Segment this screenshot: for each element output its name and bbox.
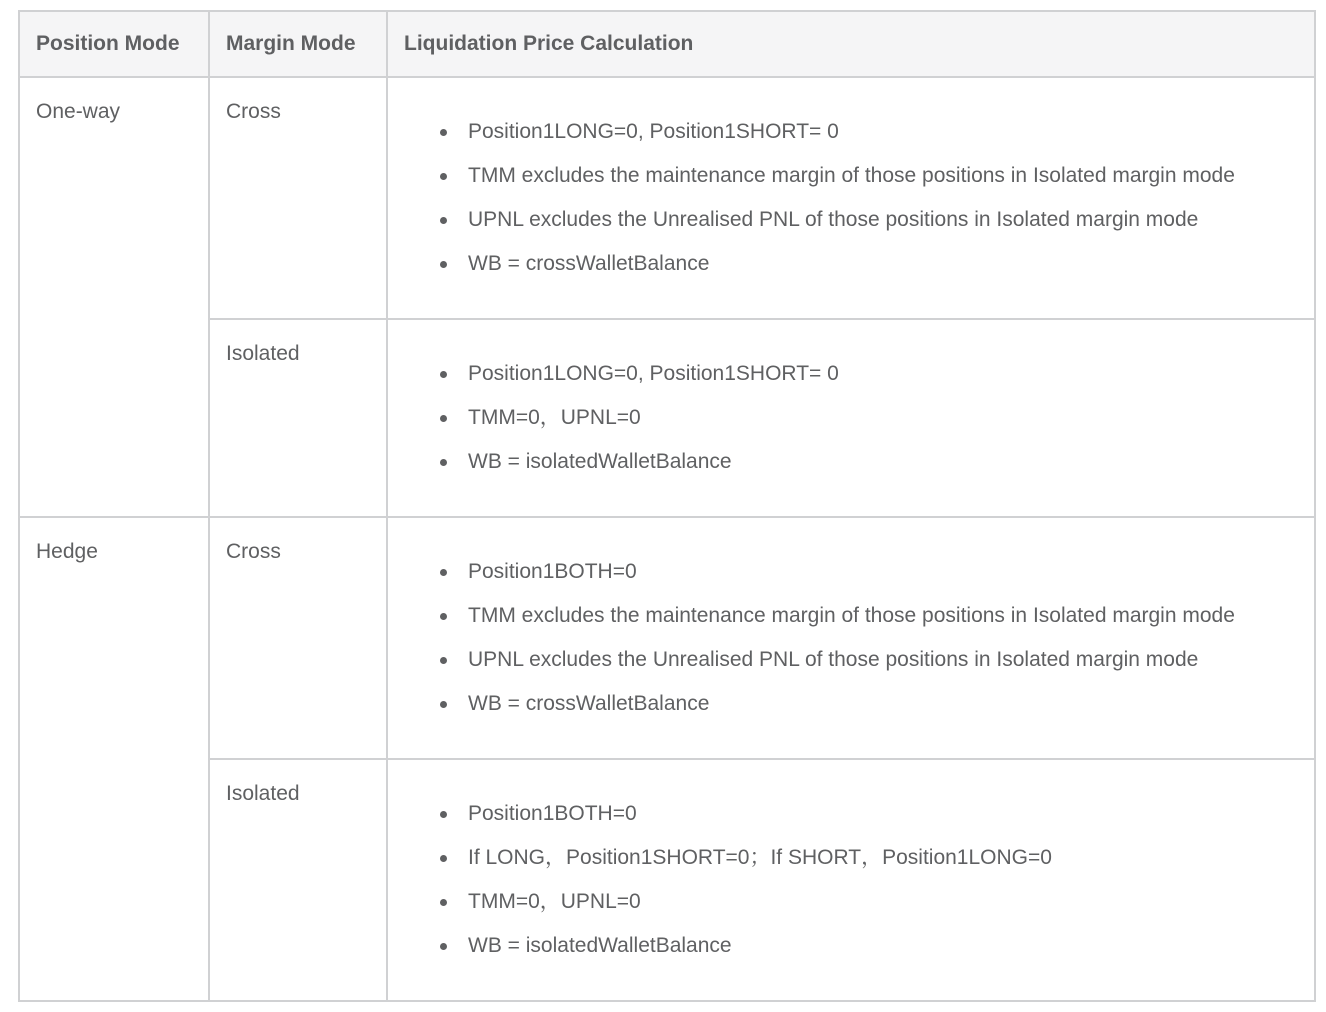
calculation-cell	[387, 759, 1315, 1001]
calculation-cell	[387, 77, 1315, 319]
list-item: TMM excludes the maintenance margin of those positions in Isolated margin mode	[440, 154, 1314, 198]
list-item: Position1BOTH=0	[440, 792, 1314, 836]
table-row	[19, 759, 1315, 1001]
list-item: TMM=0，UPNL=0	[440, 396, 1314, 440]
list-item: WB = crossWalletBalance	[440, 682, 1314, 726]
list-item: WB = isolatedWalletBalance	[440, 924, 1314, 968]
table-row	[19, 77, 1315, 319]
header-position-mode: Position Mode	[19, 11, 209, 77]
calculation-list	[388, 792, 1314, 968]
calculation-cell	[387, 319, 1315, 517]
header-margin-mode: Margin Mode	[209, 11, 387, 77]
position-mode-cell: One-way	[19, 77, 209, 517]
liquidation-price-table	[18, 10, 1316, 1002]
calculation-cell	[387, 517, 1315, 759]
margin-mode-cell: Cross	[209, 77, 387, 319]
list-item: WB = crossWalletBalance	[440, 242, 1314, 286]
calculation-list	[388, 550, 1314, 726]
list-item: Position1LONG=0, Position1SHORT= 0	[440, 352, 1314, 396]
table-row	[19, 517, 1315, 759]
position-mode-cell: Hedge	[19, 517, 209, 1001]
calculation-list	[388, 110, 1314, 286]
list-item: WB = isolatedWalletBalance	[440, 440, 1314, 484]
list-item: Position1LONG=0, Position1SHORT= 0	[440, 110, 1314, 154]
list-item: If LONG，Position1SHORT=0；If SHORT，Position1LONG=0	[440, 836, 1314, 880]
list-item: Position1BOTH=0	[440, 550, 1314, 594]
table-row	[19, 319, 1315, 517]
list-item: TMM excludes the maintenance margin of those positions in Isolated margin mode	[440, 594, 1314, 638]
header-liquidation-calculation: Liquidation Price Calculation	[387, 11, 1315, 77]
list-item: UPNL excludes the Unrealised PNL of those positions in Isolated margin mode	[440, 638, 1314, 682]
margin-mode-cell: Isolated	[209, 759, 387, 1001]
margin-mode-cell: Isolated	[209, 319, 387, 517]
calculation-list	[388, 352, 1314, 484]
list-item: TMM=0，UPNL=0	[440, 880, 1314, 924]
list-item: UPNL excludes the Unrealised PNL of those positions in Isolated margin mode	[440, 198, 1314, 242]
margin-mode-cell: Cross	[209, 517, 387, 759]
table-header-row	[19, 11, 1315, 77]
